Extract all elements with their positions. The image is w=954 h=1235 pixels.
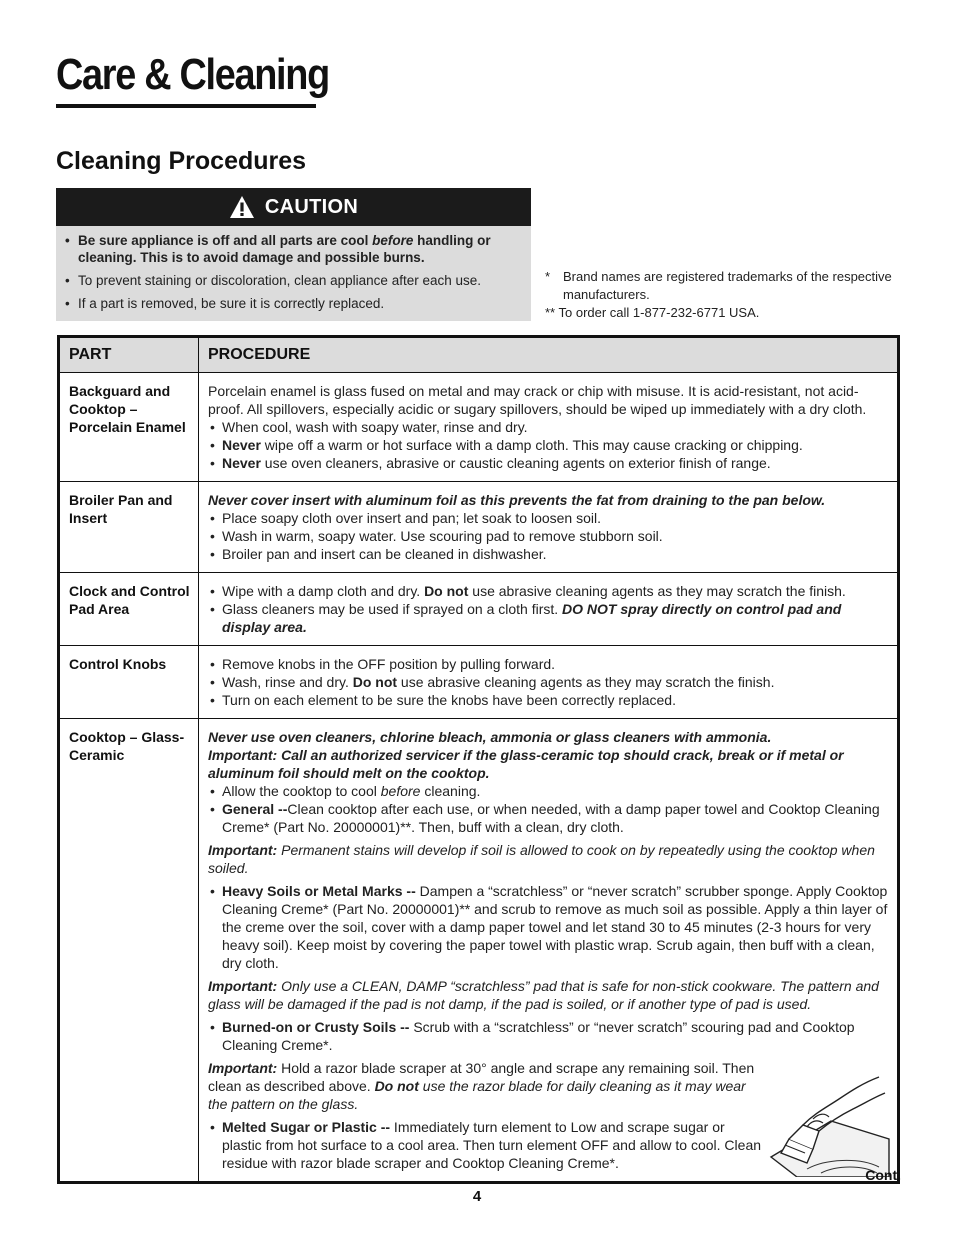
procedure-warning: Important: Call an authorized servicer if the glass-ceramic top should crack, break or if metal or aluminum foil should melt on the cooktop. bbox=[208, 747, 844, 781]
procedure-bullet: • Glass cleaners may be used if sprayed on a cloth first. DO NOT spray directly on control pad and display area. bbox=[208, 600, 889, 636]
part-cell: Backguard and Cooktop – Porcelain Enamel bbox=[59, 373, 199, 482]
procedure-bullet: • Wash, rinse and dry. Do not use abrasive cleaning agents as they may scratch the finish. bbox=[208, 673, 889, 691]
footnotes bbox=[545, 268, 905, 322]
procedure-important: Important: Hold a razor blade scraper at 30° angle and scrape any remaining soil. Then clean as described above. Do not use the razor blade for daily cleaning as it may wear the pattern on the glass. bbox=[208, 1060, 755, 1112]
section-title: Cleaning Procedures bbox=[56, 147, 307, 175]
warning-triangle-icon bbox=[229, 195, 255, 219]
caution-item: • Be sure appliance is off and all parts are cool before handling or cleaning. This is to avoid damage and possible burns. bbox=[63, 232, 521, 266]
procedure-important: Important: Only use a CLEAN, DAMP “scratchless” pad that is safe for non-stick cookware. The pattern and glass will be damaged if the pad is not damp, if the pad is soiled, or if another type of pad is used. bbox=[208, 978, 879, 1012]
caution-label: CAUTION bbox=[264, 195, 359, 218]
procedure-cell bbox=[199, 373, 899, 482]
part-cell: Broiler Pan and Insert bbox=[59, 482, 199, 573]
caution-header bbox=[56, 188, 531, 226]
caution-list bbox=[56, 226, 531, 312]
table-row bbox=[59, 373, 899, 482]
procedure-cell bbox=[199, 573, 899, 646]
procedure-bullet: • General --Clean cooktop after each use, or when needed, with a damp paper towel and Cooktop Cleaning Creme* (Part No. 20000001)**. Then, buff with a clean, dry cloth. bbox=[208, 800, 888, 836]
procedure-bullet: • Wipe with a damp cloth and dry. Do not use abrasive cleaning agents as they may scratch the finish. bbox=[208, 582, 889, 600]
procedure-warning: Never cover insert with aluminum foil as this prevents the fat from draining to the pan below. bbox=[208, 492, 826, 508]
procedure-cell bbox=[199, 719, 899, 1183]
procedure-bullet: • When cool, wash with soapy water, rinse and dry. bbox=[208, 418, 889, 436]
procedure-bullet: • Never wipe off a warm or hot surface with a damp cloth. This may cause cracking or chipping. bbox=[208, 436, 889, 454]
table-row bbox=[59, 573, 899, 646]
footnote-order: ** To order call 1-877-232-6771 USA. bbox=[545, 305, 760, 320]
header-procedure: PROCEDURE bbox=[199, 337, 899, 373]
caution-item: • To prevent staining or discoloration, clean appliance after each use. bbox=[63, 272, 521, 289]
procedure-bullet: • Melted Sugar or Plastic -- Immediately turn element to Low and scrape sugar or plastic from hot surface to a cool area. Then turn element OFF and allow to cool. Clean residue with razor blade scraper and Cooktop Cleaning Creme*. bbox=[208, 1118, 768, 1172]
procedure-bullet: • Remove knobs in the OFF position by pulling forward. bbox=[208, 655, 889, 673]
header-part: PART bbox=[59, 337, 199, 373]
procedure-bullet: • Heavy Soils or Metal Marks -- Dampen a “scratchless” or “never scratch” scrubber sponge. Apply Cooktop Cleaning Creme* (Part No. 20000001)** and scrub to remove as much soil as possible. Apply a thin layer of the creme over the soil, cover with a damp paper towel and let stand 30 to 45 minutes (2-3 hours for very heavy soil). Keep moist by covering the paper towel with plastic wrap. Scrub again, then buff with a clean, dry cloth. bbox=[208, 882, 888, 972]
part-cell: Control Knobs bbox=[59, 646, 199, 719]
procedure-bullet: • Place soapy cloth over insert and pan; let soak to loosen soil. bbox=[208, 509, 889, 527]
procedure-bullet: • Burned-on or Crusty Soils -- Scrub with a “scratchless” or “never scratch” scouring pad and Cooktop Cleaning Creme*. bbox=[208, 1018, 888, 1054]
part-cell: Clock and Control Pad Area bbox=[59, 573, 199, 646]
title-underline bbox=[56, 104, 316, 108]
caution-item: • If a part is removed, be sure it is correctly replaced. bbox=[63, 295, 521, 312]
procedure-cell bbox=[199, 646, 899, 719]
part-cell: Cooktop – Glass-Ceramic bbox=[59, 719, 199, 1183]
procedure-text: Porcelain enamel is glass fused on metal and may crack or chip with misuse. It is acid-resistant, not acid-proof. All spillovers, especially acidic or sugary spillovers, should be wiped up immediately with a dry cloth. bbox=[208, 383, 867, 417]
procedure-important: Important: Permanent stains will develop if soil is allowed to cook on by repeatedly using the cooktop when soiled. bbox=[208, 842, 875, 876]
procedure-bullet: • Wash in warm, soapy water. Use scouring pad to remove stubborn soil. bbox=[208, 527, 889, 545]
procedure-cell bbox=[199, 482, 899, 573]
table-row bbox=[59, 719, 899, 1183]
table-row bbox=[59, 482, 899, 573]
cleaning-procedures-table bbox=[57, 335, 900, 1184]
procedure-bullet: • Allow the cooktop to cool before cleaning. bbox=[208, 782, 888, 800]
page-title: Care & Cleaning bbox=[56, 50, 329, 99]
table-header-row bbox=[59, 337, 899, 373]
procedure-bullet: • Never use oven cleaners, abrasive or caustic cleaning agents on exterior finish of range. bbox=[208, 454, 889, 472]
footnote-trademark: * Brand names are registered trademarks of the respective manufacturers. bbox=[545, 269, 892, 302]
page-number: 4 bbox=[472, 1188, 482, 1205]
razor-scraper-illustration bbox=[767, 1073, 891, 1177]
continued-label: Cont. bbox=[865, 1167, 901, 1183]
procedure-bullet: • Broiler pan and insert can be cleaned in dishwasher. bbox=[208, 545, 889, 563]
procedure-warning: Never use oven cleaners, chlorine bleach, ammonia or glass cleaners with ammonia. bbox=[208, 729, 772, 745]
procedure-bullet: • Turn on each element to be sure the knobs have been correctly replaced. bbox=[208, 691, 889, 709]
caution-box bbox=[56, 188, 531, 321]
table-row bbox=[59, 646, 899, 719]
